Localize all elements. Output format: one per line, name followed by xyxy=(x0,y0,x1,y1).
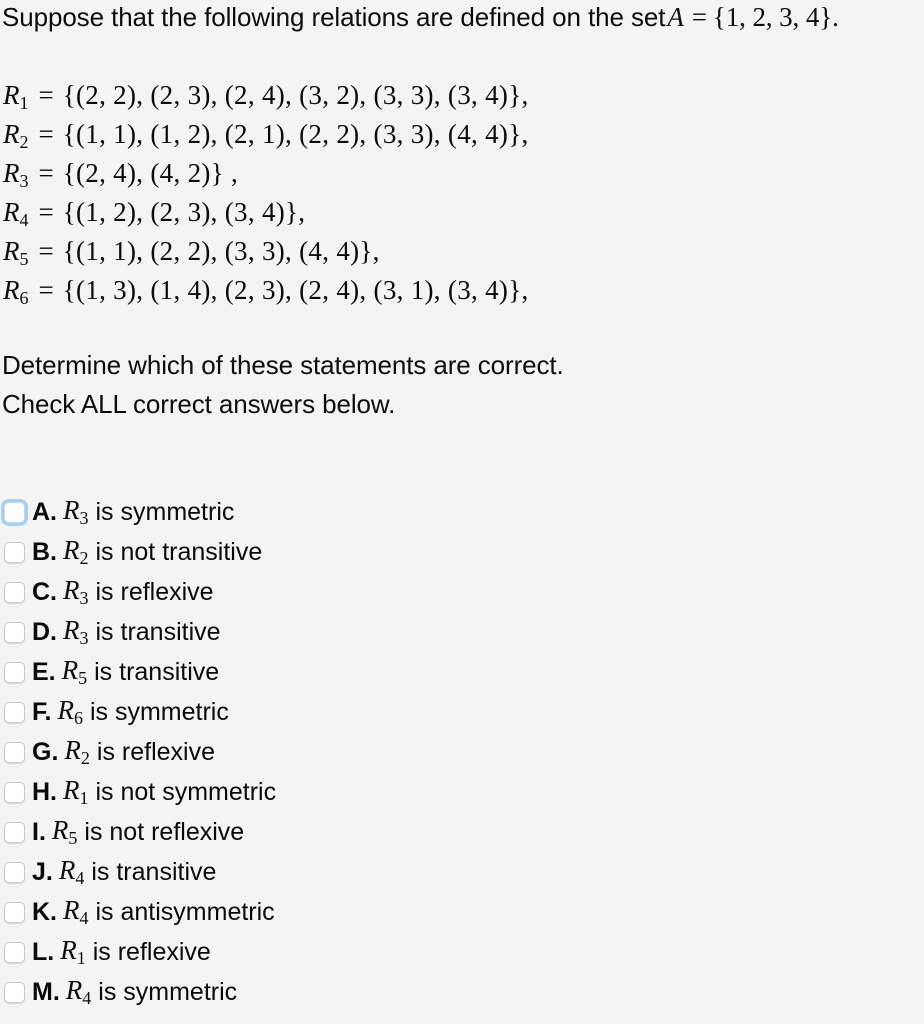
period: . xyxy=(832,2,839,32)
answer-option-b[interactable] xyxy=(0,532,276,572)
option-relation-symbol xyxy=(63,775,89,809)
option-relation-name: R xyxy=(65,974,83,1005)
answer-checkbox[interactable] xyxy=(4,982,25,1003)
option-letter: A. xyxy=(32,497,57,526)
option-relation-symbol xyxy=(63,615,89,649)
instruction-line: Check ALL correct answers below. xyxy=(2,389,396,419)
relation-equals: = xyxy=(38,119,54,149)
relation-subscript: 5 xyxy=(19,249,29,270)
option-letter: G. xyxy=(32,737,59,766)
option-relation-name: R xyxy=(63,574,80,605)
relation-line xyxy=(3,275,529,314)
instructions-block xyxy=(2,352,564,430)
option-relation-name: R xyxy=(60,934,77,965)
relation-line xyxy=(3,119,529,158)
relation-symbol: R6 xyxy=(3,275,29,309)
relation-equals: = xyxy=(38,275,54,305)
relation-subscript: 6 xyxy=(19,288,29,309)
option-relation-subscript: 2 xyxy=(79,548,89,569)
option-statement-text: is reflexive xyxy=(96,737,215,766)
relation-definitions xyxy=(3,80,529,314)
option-statement-text: is symmetric xyxy=(89,697,229,726)
option-letter: K. xyxy=(32,897,57,926)
option-relation-subscript: 3 xyxy=(79,508,89,529)
option-letter: I. xyxy=(32,817,46,846)
relation-symbol: R2 xyxy=(3,119,29,153)
option-relation-subscript: 4 xyxy=(82,988,92,1009)
option-statement-text: is not reflexive xyxy=(84,817,245,846)
option-relation-subscript: 5 xyxy=(78,668,88,689)
option-relation-subscript: 1 xyxy=(79,788,89,809)
option-statement-text: is not symmetric xyxy=(95,777,277,806)
relation-equals: = xyxy=(38,158,54,188)
answer-checkbox[interactable] xyxy=(4,542,25,563)
relation-equals: = xyxy=(38,80,54,110)
relation-symbol: R4 xyxy=(3,197,29,231)
relation-pairs: {(1, 3), (1, 4), (2, 3), (2, 4), (3, 1), (3, 4)}, xyxy=(62,275,529,305)
option-relation-name: R xyxy=(51,814,69,845)
relation-equals: = xyxy=(38,197,54,227)
option-relation-name: R xyxy=(63,774,80,805)
option-letter: D. xyxy=(32,617,57,646)
answer-checkbox[interactable] xyxy=(4,702,25,723)
option-statement-text: is reflexive xyxy=(95,577,214,606)
option-relation-symbol xyxy=(63,535,89,569)
relation-equals: = xyxy=(38,236,54,266)
answer-checkbox[interactable] xyxy=(4,862,25,883)
answer-checkbox[interactable] xyxy=(4,782,25,803)
option-relation-subscript: 6 xyxy=(73,708,83,729)
set-value: {1, 2, 3, 4} xyxy=(712,2,833,32)
option-relation-name: R xyxy=(63,894,80,925)
answer-option-c[interactable] xyxy=(0,572,276,612)
option-relation-subscript: 3 xyxy=(79,628,89,649)
answer-option-m[interactable] xyxy=(0,972,276,1012)
option-relation-symbol xyxy=(63,495,89,529)
option-relation-symbol xyxy=(52,815,78,849)
relation-pairs: {(1, 1), (1, 2), (2, 1), (2, 2), (3, 3), (4, 4)}, xyxy=(62,119,529,149)
relation-line xyxy=(3,236,529,275)
relation-subscript: 2 xyxy=(19,132,29,153)
option-relation-name: R xyxy=(63,494,80,525)
answer-checkbox[interactable] xyxy=(4,742,25,763)
option-relation-subscript: 3 xyxy=(79,588,89,609)
relation-line xyxy=(3,197,529,236)
option-letter: M. xyxy=(32,977,60,1006)
equals-sign: = xyxy=(691,2,707,32)
relation-subscript: 3 xyxy=(19,171,29,192)
relation-symbol: R3 xyxy=(3,158,29,192)
option-letter: J. xyxy=(32,857,53,886)
option-letter: E. xyxy=(32,657,56,686)
relation-pairs: {(1, 2), (2, 3), (3, 4)}, xyxy=(62,197,306,227)
option-relation-symbol xyxy=(63,895,89,929)
answer-option-h[interactable] xyxy=(0,772,276,812)
option-letter: L. xyxy=(32,937,55,966)
option-statement-text: is transitive xyxy=(94,657,220,686)
answer-checkbox[interactable] xyxy=(4,622,25,643)
option-letter: H. xyxy=(32,777,57,806)
relation-symbol: R1 xyxy=(3,80,29,114)
instruction-line: Determine which of these statements are correct. xyxy=(2,350,564,380)
option-relation-name: R xyxy=(63,614,80,645)
option-statement-text: is antisymmetric xyxy=(95,897,275,926)
answer-checkbox[interactable] xyxy=(4,902,25,923)
relation-pairs: {(1, 1), (2, 2), (3, 3), (4, 4)}, xyxy=(62,236,380,266)
option-letter: B. xyxy=(32,537,57,566)
option-statement-text: is not transitive xyxy=(95,537,263,566)
set-name-symbol: A xyxy=(667,2,684,32)
relation-subscript: 4 xyxy=(19,210,29,231)
question-prompt xyxy=(2,4,839,31)
option-relation-symbol xyxy=(60,935,86,969)
relation-line xyxy=(3,158,529,197)
answer-option-a[interactable] xyxy=(0,492,276,532)
answer-checkbox[interactable] xyxy=(4,582,25,603)
option-relation-symbol xyxy=(63,575,89,609)
relation-subscript: 1 xyxy=(19,93,29,114)
relation-line xyxy=(3,80,529,119)
option-relation-name: R xyxy=(63,534,80,565)
option-relation-name: R xyxy=(61,654,79,685)
option-statement-text: is symmetric xyxy=(95,497,235,526)
option-relation-name: R xyxy=(58,854,76,885)
option-relation-subscript: 4 xyxy=(75,868,85,889)
answer-option-k[interactable] xyxy=(0,892,276,932)
option-relation-subscript: 1 xyxy=(76,948,86,969)
option-relation-subscript: 2 xyxy=(80,748,90,769)
option-relation-name: R xyxy=(57,694,74,725)
option-relation-subscript: 5 xyxy=(68,828,78,849)
prompt-text: Suppose that the following relations are defined on the set xyxy=(2,2,666,32)
answer-checkbox[interactable] xyxy=(4,942,25,963)
option-statement-text: is symmetric xyxy=(98,977,238,1006)
option-statement-text: is reflexive xyxy=(92,937,211,966)
answer-checkbox[interactable] xyxy=(4,502,25,523)
option-relation-symbol xyxy=(62,655,88,689)
option-relation-symbol xyxy=(59,855,85,889)
answer-option-i[interactable] xyxy=(0,812,276,852)
answer-checkbox[interactable] xyxy=(4,662,25,683)
answer-option-d[interactable] xyxy=(0,612,276,652)
option-relation-symbol xyxy=(66,975,92,1009)
relation-pairs: {(2, 4), (4, 2)} , xyxy=(62,158,239,188)
answer-option-e[interactable] xyxy=(0,652,276,692)
option-statement-text: is transitive xyxy=(95,617,221,646)
answer-option-j[interactable] xyxy=(0,852,276,892)
option-letter: F. xyxy=(32,697,52,726)
relation-symbol: R5 xyxy=(3,236,29,270)
option-relation-symbol xyxy=(57,695,83,729)
answer-option-g[interactable] xyxy=(0,732,276,772)
answer-option-l[interactable] xyxy=(0,932,276,972)
relation-pairs: {(2, 2), (2, 3), (2, 4), (3, 2), (3, 3), (3, 4)}, xyxy=(62,80,529,110)
option-statement-text: is transitive xyxy=(91,857,217,886)
option-letter: C. xyxy=(32,577,57,606)
answer-option-f[interactable] xyxy=(0,692,276,732)
answer-checkbox[interactable] xyxy=(4,822,25,843)
answer-options-list xyxy=(0,492,276,1012)
option-relation-symbol xyxy=(64,735,90,769)
option-relation-name: R xyxy=(64,734,81,765)
option-relation-subscript: 4 xyxy=(79,908,89,929)
